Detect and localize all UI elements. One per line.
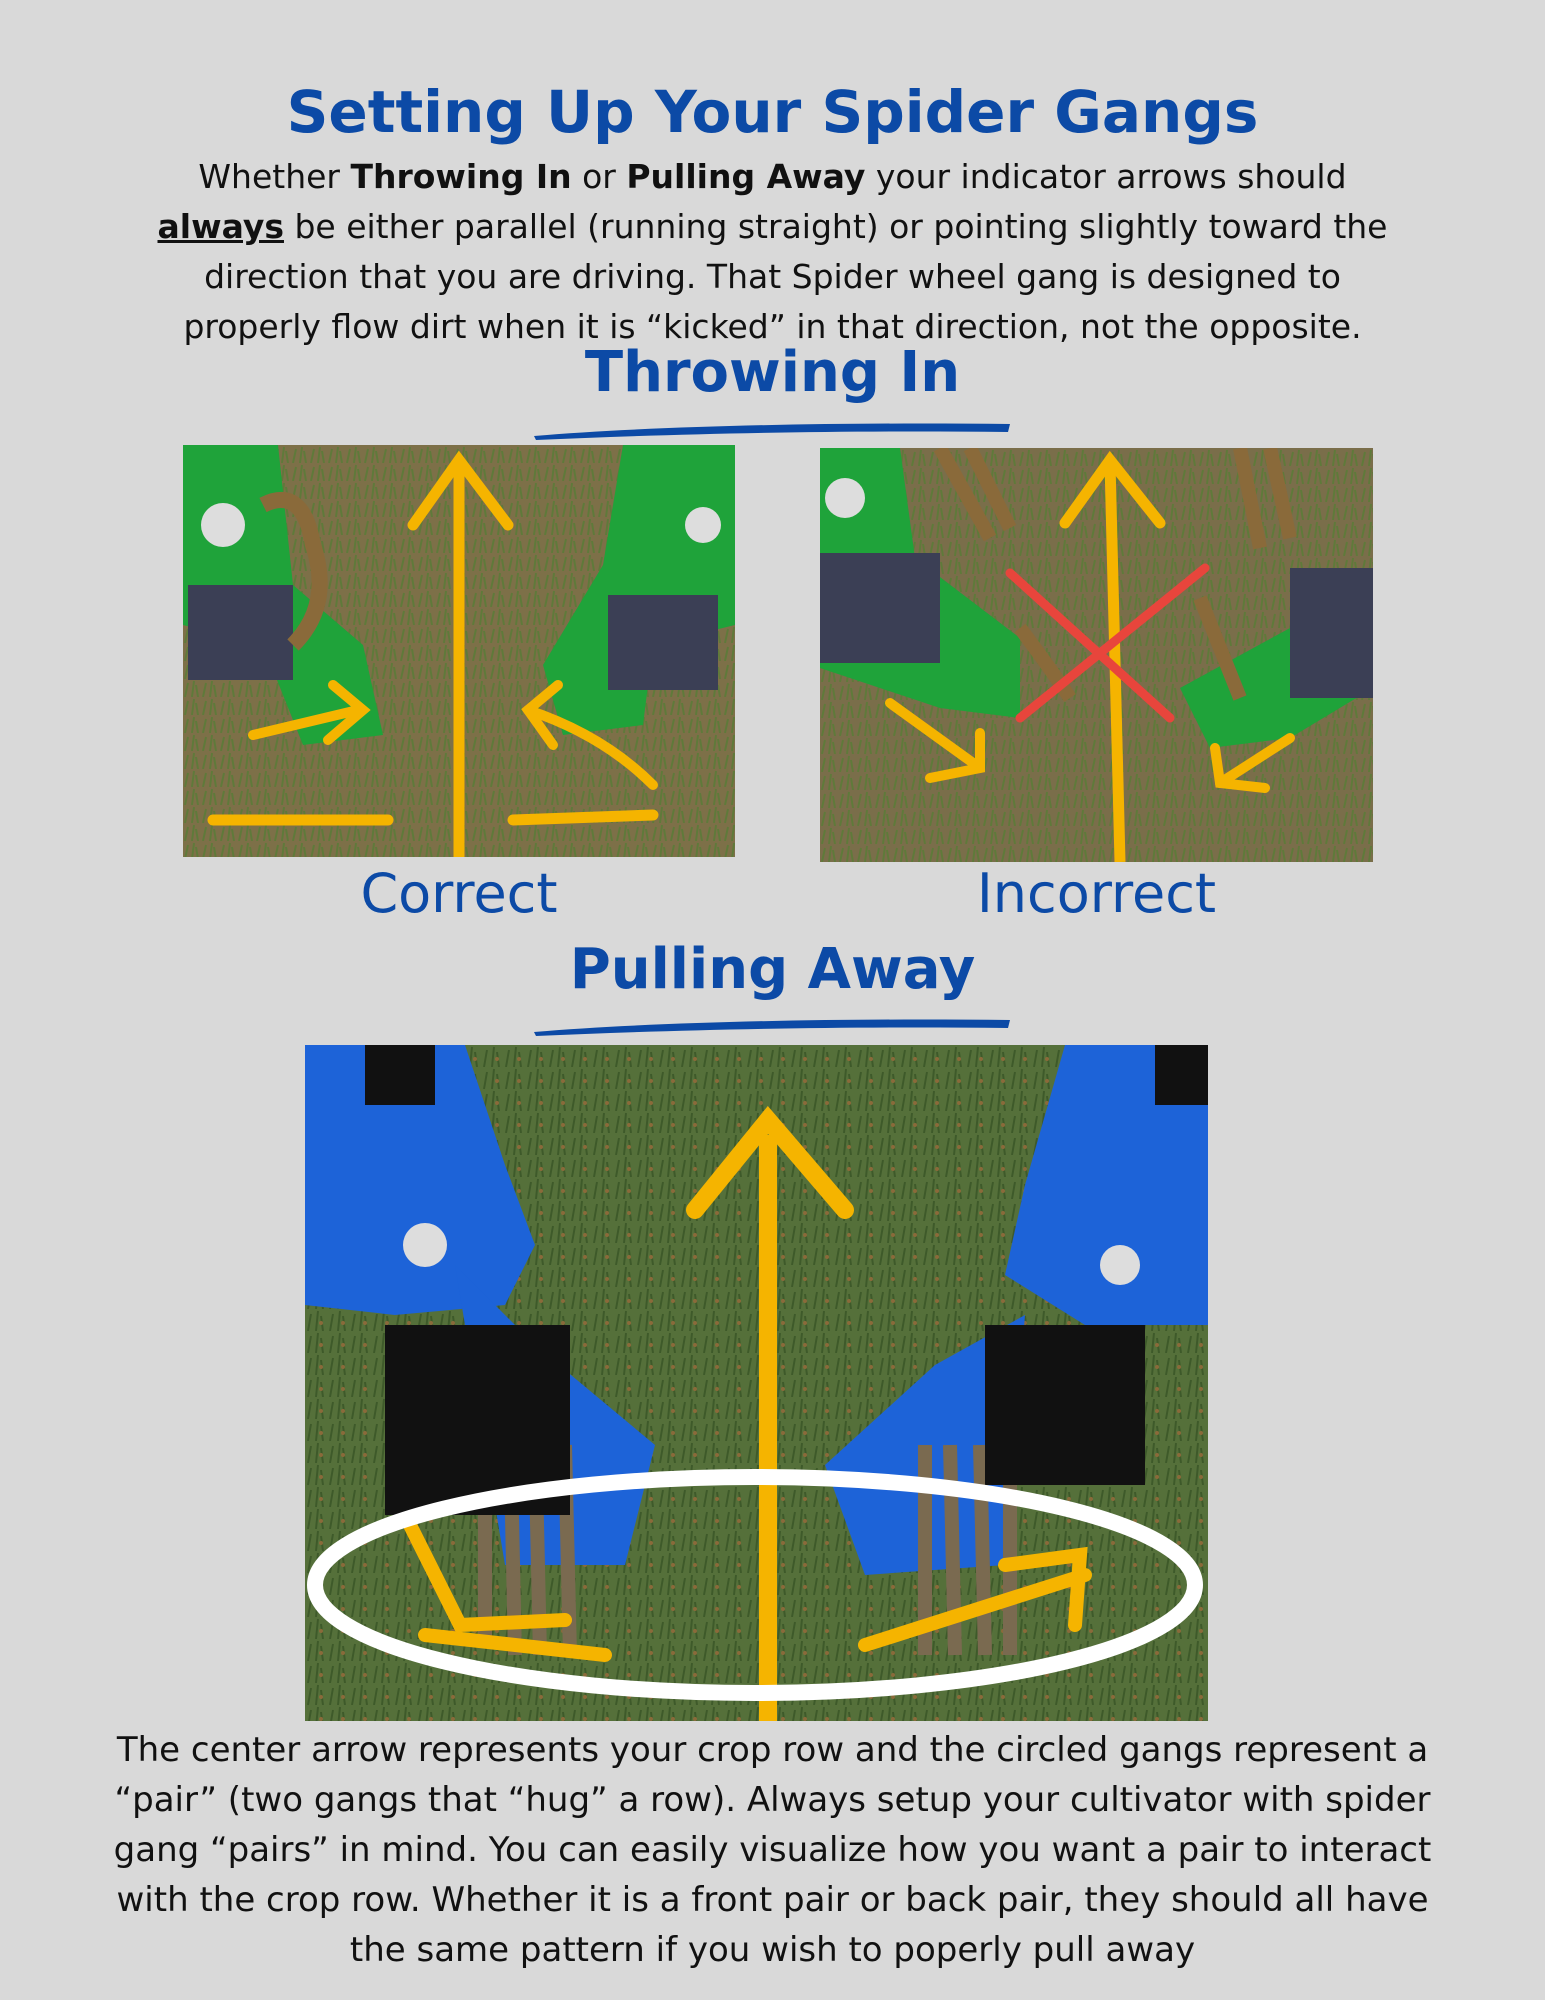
- pulling-away-heading: Pulling Away: [569, 937, 976, 1002]
- intro-text-4: be either parallel (running straight) or pointing slightly toward the direction that you are driving. That Spider wheel gang is designed to properly flow dirt when it is “kicked” in that direction, not the opposite.: [183, 207, 1388, 346]
- intro-emphasis-always: always: [157, 207, 284, 246]
- intro-text-3: your indicator arrows should: [865, 157, 1347, 196]
- intro-text-2: or: [571, 157, 627, 196]
- intro-bold-throwing-in: Throwing In: [350, 157, 572, 196]
- intro-bold-pulling-away: Pulling Away: [626, 157, 866, 196]
- throwing-in-underline: [532, 412, 1012, 442]
- pulling-away-underline: [532, 1008, 1012, 1038]
- incorrect-throwing-in-photo: [820, 448, 1373, 862]
- correct-caption: Correct: [360, 862, 558, 925]
- outro-paragraph: The center arrow represents your crop row and the circled gangs represent a “pair” (two gangs that “hug” a row). Always setup your cultivator with spider gang “pairs” in mind. You can easily visualize how you want a pair to interact with the crop row. Whether it is a front pair or back pair, they should all have the same pattern if you wish to poperly pull away: [113, 1730, 1432, 1970]
- correct-throwing-in-photo: [183, 445, 735, 857]
- intro-text-1: Whether: [198, 157, 351, 196]
- intro-paragraph: [140, 152, 1405, 352]
- throwing-in-heading: Throwing In: [584, 340, 961, 405]
- incorrect-caption: Incorrect: [976, 862, 1217, 925]
- page-title: Setting Up Your Spider Gangs: [286, 78, 1259, 146]
- pulling-away-photo: [305, 1045, 1208, 1721]
